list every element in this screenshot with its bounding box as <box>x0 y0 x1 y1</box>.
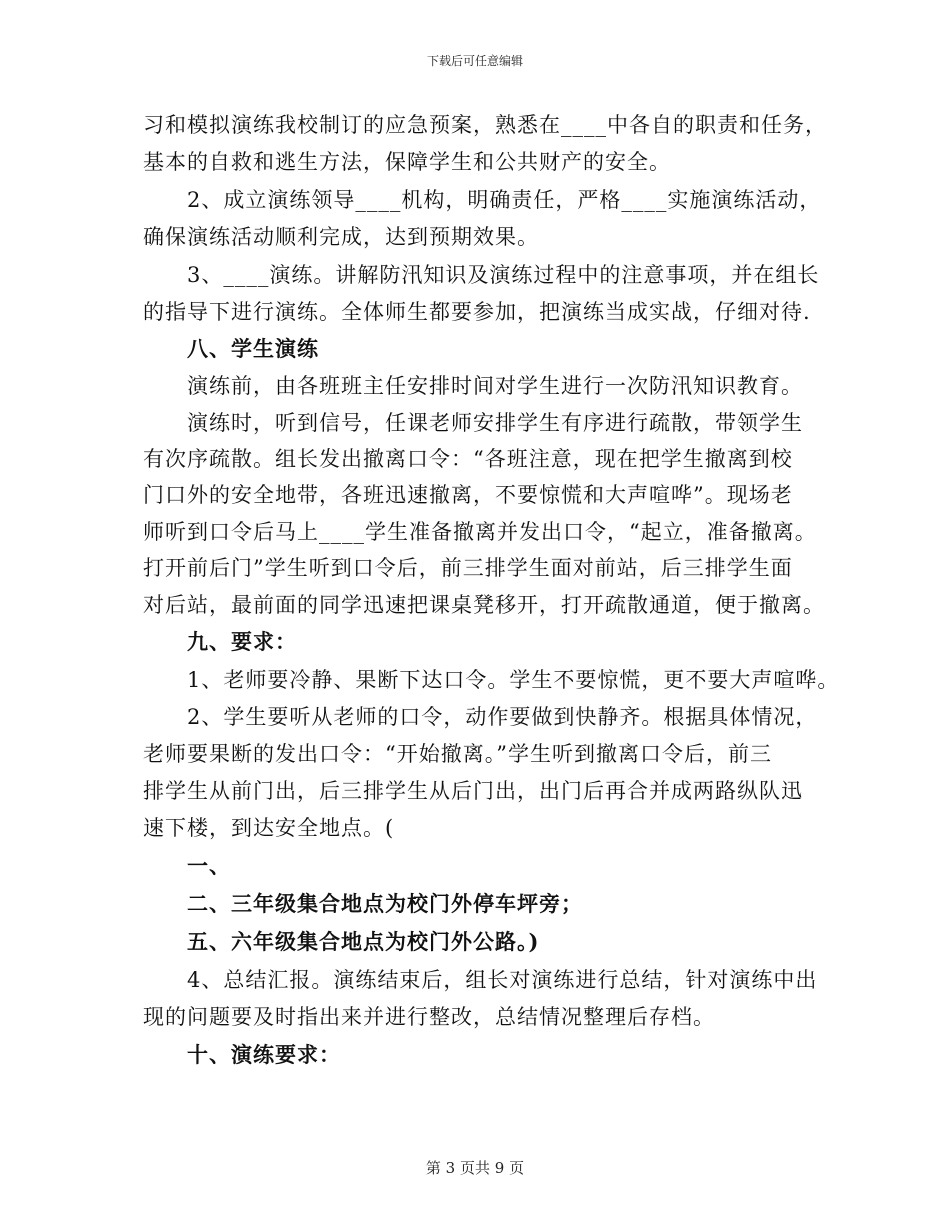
paragraph-line: 1、老师要冷静、果断下达口令。学生不要惊慌，更不要大声喧哗。 <box>187 668 840 692</box>
paragraph-line: 演练时，听到信号，任课老师安排学生有序进行疏散，带领学生 <box>187 411 803 435</box>
paragraph-line: 师听到口令后马上____学生准备撤离并发出口令，“起立，准备撤离。 <box>143 520 817 544</box>
paragraph-line: 2、学生要听从老师的口令，动作要做到快静齐。根据具体情况， <box>187 705 818 729</box>
paragraph-line: 2、成立演练领导____机构，明确责任，严格____实施演练活动， <box>187 188 822 212</box>
section-heading: 十、演练要求： <box>187 1042 341 1067</box>
paragraph-line: 打开前后门”学生听到口令后，前三排学生面对前站，后三排学生面 <box>143 556 793 580</box>
paragraph-line: 4、总结汇报。演练结束后，组长对演练进行总结，针对演练中出 <box>187 968 818 992</box>
paragraph-line: 门口外的安全地带，各班迅速撤离，不要惊慌和大声喧哗”。现场老 <box>143 483 793 507</box>
list-marker: 一、 <box>187 853 231 878</box>
paragraph-line: 3、____演练。讲解防汛知识及演练过程中的注意事项，并在组长 <box>187 263 820 287</box>
paragraph-line: 确保演练活动顺利完成，达到预期效果。 <box>143 225 539 249</box>
assembly-point-line: 五、六年级集合地点为校门外公路。) <box>187 929 540 954</box>
paragraph-line: 有次序疏散。组长发出撤离口令：“各班注意，现在把学生撤离到校 <box>143 447 793 471</box>
page-header: 下载后可任意编辑 <box>426 54 523 68</box>
paragraph-line: 对后站，最前面的同学迅速把课桌凳移开，打开疏散通道，便于撤离。 <box>143 593 825 617</box>
paragraph-line: 的指导下进行演练。全体师生都要参加，把演练当成实战，仔细对待. <box>143 300 811 324</box>
assembly-point-line: 二、三年级集合地点为校门外停车坪旁； <box>187 891 583 916</box>
paragraph-line: 速下楼，到达安全地点。( <box>143 816 395 840</box>
paragraph-line: 演练前，由各班班主任安排时间对学生进行一次防汛知识教育。 <box>187 374 803 398</box>
paragraph-line: 老师要果断的发出口令：“开始撤离。”学生听到撤离口令后，前三 <box>143 742 772 766</box>
paragraph-line: 基本的自救和逃生方法，保障学生和公共财产的安全。 <box>143 150 671 174</box>
page-number: 第 3 页共 9 页 <box>425 1159 525 1177</box>
paragraph-line: 排学生从前门出，后三排学生从后门出，出门后再合并成两路纵队迅 <box>143 779 803 803</box>
section-heading: 九、要求： <box>187 629 297 654</box>
section-heading: 八、学生演练 <box>187 336 319 361</box>
paragraph-line: 习和模拟演练我校制订的应急预案，熟悉在____中各自的职责和任务， <box>143 113 827 137</box>
paragraph-line: 现的问题要及时指出来并进行整改，总结情况整理后存档。 <box>143 1005 715 1029</box>
